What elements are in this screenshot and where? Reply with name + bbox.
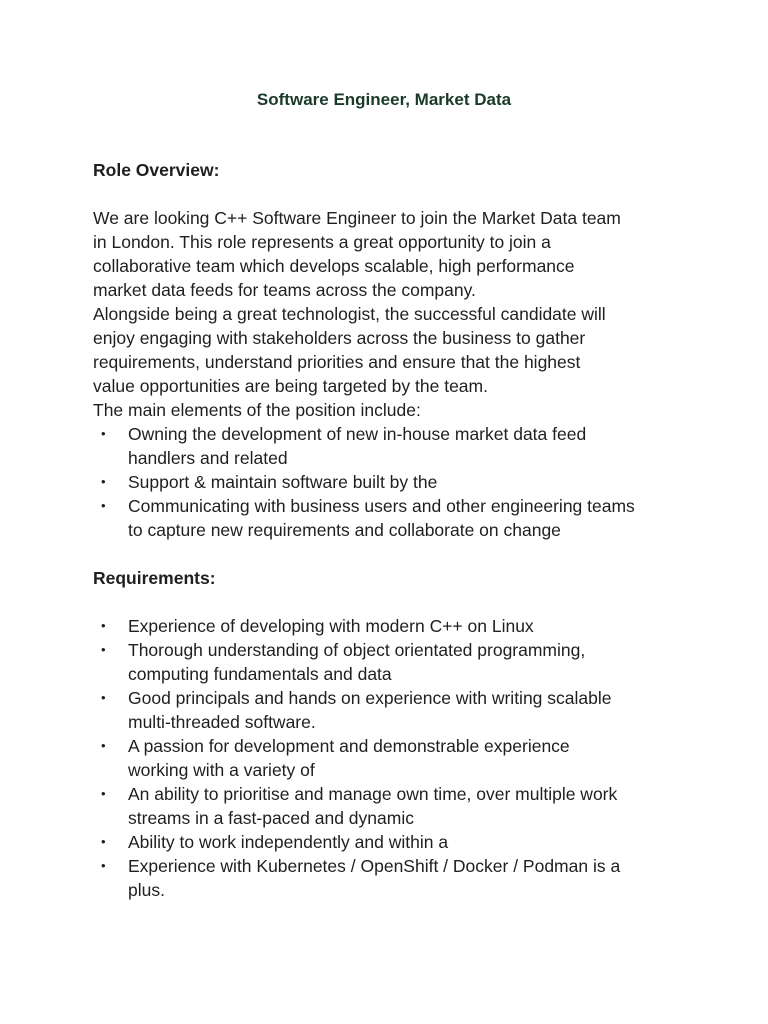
list-item-line: • Owning the development of new in-house market data feed [128, 424, 587, 444]
list-item-line: • Experience with Kubernetes / OpenShift / Docker / Podman is a [128, 856, 621, 876]
list-item-line: • Good principals and hands on experience with writing scalable [128, 688, 612, 708]
list-item-line: to capture new requirements and collaborate on change [128, 520, 561, 540]
list-item [93, 470, 693, 494]
overview-line: We are looking C++ Software Engineer to join the Market Data team [93, 208, 621, 228]
list-item [93, 638, 693, 686]
overview-line: market data feeds for teams across the company. [93, 280, 476, 300]
overview-line: enjoy engaging with stakeholders across the business to gather [93, 328, 586, 348]
spacer [93, 182, 693, 206]
role-overview-heading: Role Overview: [93, 160, 220, 180]
list-item-line: • Experience of developing with modern C++ on Linux [128, 616, 534, 636]
list-item-line: computing fundamentals and data [128, 664, 392, 684]
position-elements-list [93, 422, 693, 542]
overview-line: in London. This role represents a great opportunity to join a [93, 232, 551, 252]
overview-line: The main elements of the position include: [93, 400, 421, 420]
list-item-line: working with a variety of [128, 760, 315, 780]
list-item [93, 854, 693, 902]
list-item-line: streams in a fast-paced and dynamic [128, 808, 414, 828]
overview-line: collaborative team which develops scalable, high performance [93, 256, 575, 276]
list-item-line: • An ability to prioritise and manage own time, over multiple work [128, 784, 618, 804]
document-body [93, 158, 693, 902]
spacer [93, 590, 693, 614]
list-item [93, 614, 693, 638]
overview-line: value opportunities are being targeted by the team. [93, 376, 488, 396]
role-overview-paragraph [93, 206, 693, 422]
document-title: Software Engineer, Market Data [256, 90, 512, 109]
list-item-line: multi-threaded software. [128, 712, 316, 732]
list-item-line: • Support & maintain software built by the [128, 472, 438, 492]
list-item-line: • A passion for development and demonstrable experience [128, 736, 570, 756]
list-item [93, 422, 693, 470]
list-item-line: handlers and related [128, 448, 288, 468]
overview-line: requirements, understand priorities and ensure that the highest [93, 352, 581, 372]
list-item [93, 782, 693, 830]
list-item [93, 686, 693, 734]
list-item-line: • Ability to work independently and within a [128, 832, 449, 852]
list-item-line: • Communicating with business users and other engineering teams [128, 496, 635, 516]
requirements-list [93, 614, 693, 902]
list-item-line: • Thorough understanding of object orientated programming, [128, 640, 586, 660]
overview-line: Alongside being a great technologist, the successful candidate will [93, 304, 606, 324]
list-item [93, 494, 693, 542]
spacer [93, 542, 693, 566]
list-item [93, 734, 693, 782]
requirements-heading: Requirements: [93, 568, 216, 588]
list-item-line: plus. [128, 880, 165, 900]
list-item [93, 830, 693, 854]
